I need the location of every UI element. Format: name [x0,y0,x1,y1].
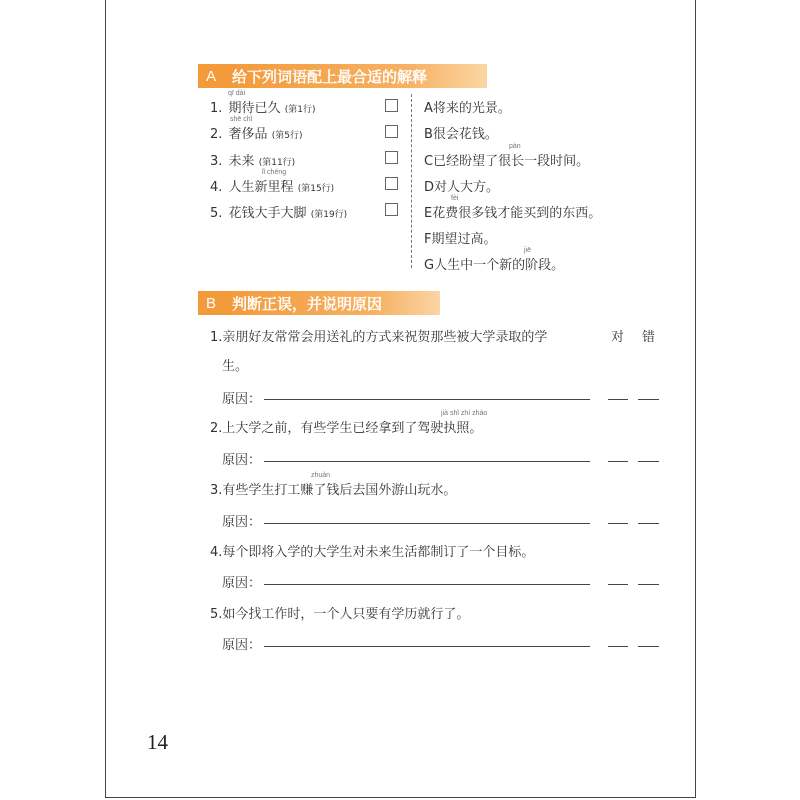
match-item [210,176,334,195]
reason-label: 原因： [222,638,262,653]
option-pinyin: fèi [451,195,459,202]
question-text-cont: 生。 [222,359,249,374]
item-number: 5. [210,206,223,221]
correct-answer-line[interactable] [608,461,628,462]
reason-line[interactable] [264,461,590,462]
reason-label: 原因： [222,453,262,468]
answer-box[interactable] [385,151,398,164]
option-item: D对人大方。 [424,180,500,195]
wrong-label: 错 [642,330,656,345]
option-item: C已经盼望了很长一段时间。 [424,154,590,169]
match-item [210,150,295,169]
option-pinyin: pàn [509,143,521,150]
option-item: F期望过高。 [424,232,497,247]
correct-answer-line[interactable] [608,646,628,647]
item-pinyin: qī dài [228,90,246,97]
option-item: A将来的光景。 [424,101,511,116]
question-text: 4.每个即将入学的大学生对未来生活都制订了一个目标。 [210,545,535,560]
wrong-answer-line[interactable] [638,584,659,585]
match-item [210,97,315,116]
question-text: 2.上大学之前，有些学生已经拿到了驾驶执照。 [210,421,483,436]
page-number: 14 [147,730,168,754]
answer-box[interactable] [385,203,398,216]
item-pinyin: shē chǐ [230,116,253,123]
answer-box[interactable] [385,177,398,190]
item-pinyin: lǐ chéng [262,169,287,176]
section-b-header [198,291,440,315]
section-b-letter: B [198,291,224,315]
reason-label: 原因： [222,515,262,530]
answer-box[interactable] [385,125,398,138]
item-word: 奢侈品 [228,127,268,142]
section-b-title: 判断正误，并说明原因 [224,291,440,315]
option-pinyin: jiē [524,247,532,254]
option-item: G人生中一个新的阶段。 [424,258,565,273]
option-item: E花费很多钱才能买到的东西。 [424,206,602,221]
question-pinyin: zhuàn [311,472,331,479]
item-number: 3. [210,154,223,169]
wrong-answer-line[interactable] [638,523,659,524]
item-number: 2. [210,127,223,142]
match-item [210,123,302,142]
reason-line[interactable] [264,646,590,647]
item-ref: (第19行) [310,210,348,220]
item-ref: (第1行) [284,105,316,115]
item-ref: (第11行) [258,158,296,168]
section-a-title: 给下列词语配上最合适的解释 [224,64,487,88]
reason-label: 原因： [222,392,262,407]
item-ref: (第15行) [297,184,335,194]
option-item: B很会花钱。 [424,127,498,142]
item-number: 1. [210,101,223,116]
correct-label: 对 [611,330,625,345]
answer-box[interactable] [385,99,398,112]
wrong-answer-line[interactable] [638,461,659,462]
correct-answer-line[interactable] [608,523,628,524]
wrong-answer-line[interactable] [638,399,659,400]
reason-line[interactable] [264,399,590,400]
question-text: 3.有些学生打工赚了钱后去国外游山玩水。 [210,483,457,498]
section-a-header [198,64,487,88]
item-word: 期待已久 [228,101,281,116]
reason-line[interactable] [264,523,590,524]
item-word: 未来 [228,154,255,169]
item-number: 4. [210,180,223,195]
item-word: 花钱大手大脚 [228,206,307,221]
reason-line[interactable] [264,584,590,585]
reason-label: 原因： [222,576,262,591]
column-divider [411,94,412,268]
wrong-answer-line[interactable] [638,646,659,647]
match-item [210,202,347,221]
question-pinyin: jià shǐ zhí zhào [441,410,488,417]
correct-answer-line[interactable] [608,399,628,400]
item-ref: (第5行) [271,131,303,141]
section-a-letter: A [198,64,224,88]
correct-answer-line[interactable] [608,584,628,585]
item-word: 人生新里程 [228,180,294,195]
question-text: 1.亲朋好友常常会用送礼的方式来祝贺那些被大学录取的学 [210,330,548,345]
question-text: 5.如今找工作时，一个人只要有学历就行了。 [210,607,470,622]
